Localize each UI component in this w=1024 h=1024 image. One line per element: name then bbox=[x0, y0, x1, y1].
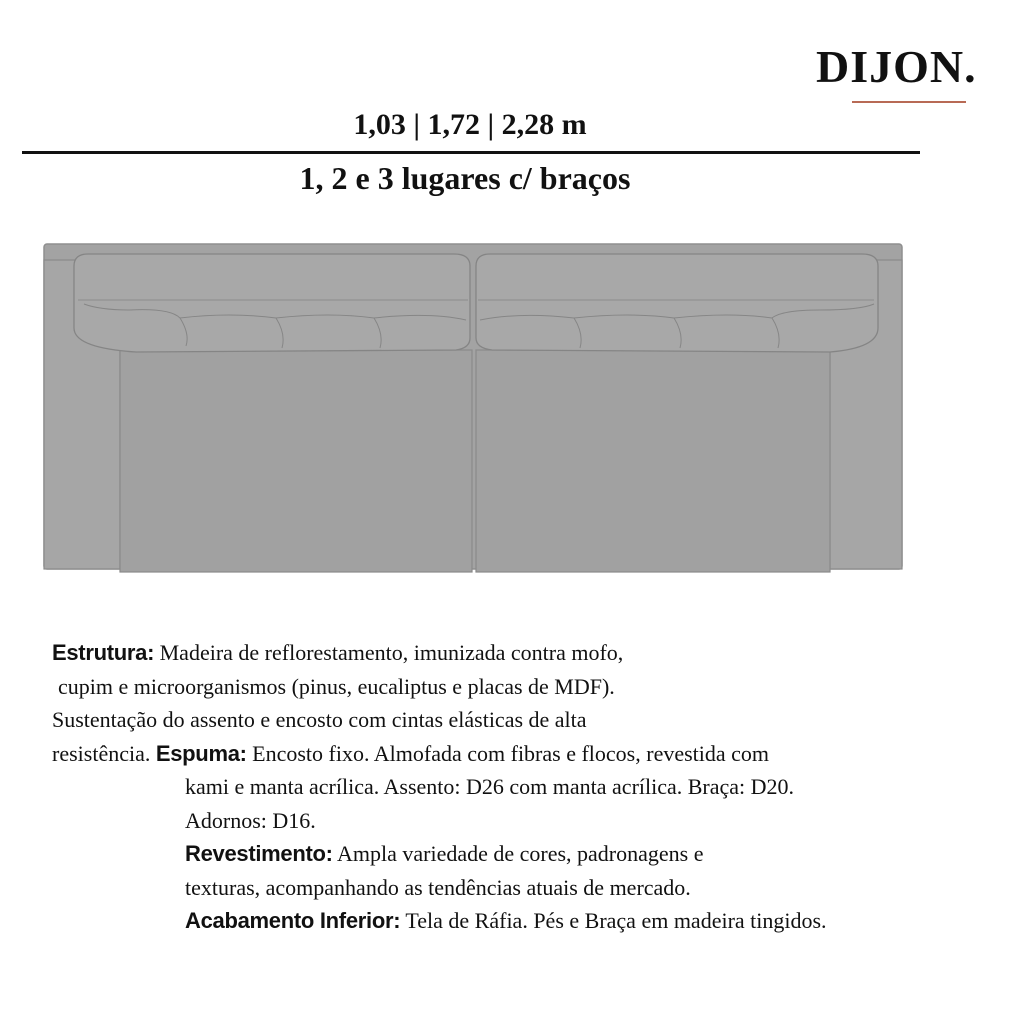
spec-line-1 bbox=[52, 636, 1002, 670]
revestimento-text: Ampla variedade de cores, padronagens e bbox=[332, 841, 704, 866]
estrutura-text: Sustentação do assento e encosto com cintas elásticas de alta bbox=[52, 707, 587, 732]
spec-line-7 bbox=[52, 837, 1002, 871]
espuma-text: kami e manta acrílica. Assento: D26 com manta acrílica. Braça: D20. bbox=[185, 774, 795, 799]
back-cushion-right bbox=[476, 254, 878, 352]
back-cushion-left bbox=[74, 254, 470, 352]
specifications-block bbox=[52, 636, 1002, 938]
espuma-label: Espuma: bbox=[155, 740, 247, 766]
spec-line-2 bbox=[52, 670, 1002, 704]
spec-line-6 bbox=[52, 804, 1002, 838]
spec-line-8 bbox=[52, 871, 1002, 905]
estrutura-label: Estrutura: bbox=[52, 640, 155, 665]
spec-line-5 bbox=[52, 770, 1002, 804]
seat-cushion-left bbox=[120, 350, 472, 572]
brand-underline bbox=[852, 101, 966, 103]
estrutura-text: resistência. bbox=[52, 740, 156, 766]
divider-rule bbox=[22, 151, 920, 154]
dimensions-heading: 1,03 | 1,72 | 2,28 m bbox=[353, 108, 587, 141]
spec-line-9 bbox=[52, 904, 1002, 938]
estrutura-text: cupim e microorganismos (pinus, eucaliptus e placas de MDF). bbox=[58, 673, 615, 699]
seat-cushion-right bbox=[476, 350, 830, 572]
revestimento-label: Revestimento: bbox=[185, 841, 333, 866]
sofa-top-view-illustration bbox=[40, 238, 910, 583]
spec-line-3 bbox=[52, 703, 1002, 737]
revestimento-text: texturas, acompanhando as tendências atuais de mercado. bbox=[185, 874, 691, 900]
brand-logo: DIJON. bbox=[816, 41, 977, 92]
acabamento-text: Tela de Ráfia. Pés e Braça em madeira tingidos. bbox=[400, 908, 827, 933]
estrutura-text: Madeira de reflorestamento, imunizada contra mofo, bbox=[154, 640, 624, 665]
espuma-text: Encosto fixo. Almofada com fibras e flocos, revestida com bbox=[246, 740, 770, 766]
seats-subtitle: 1, 2 e 3 lugares c/ braços bbox=[299, 160, 631, 196]
acabamento-label: Acabamento Inferior: bbox=[185, 908, 401, 933]
espuma-text: Adornos: D16. bbox=[185, 807, 316, 833]
spec-line-4 bbox=[52, 737, 1002, 771]
